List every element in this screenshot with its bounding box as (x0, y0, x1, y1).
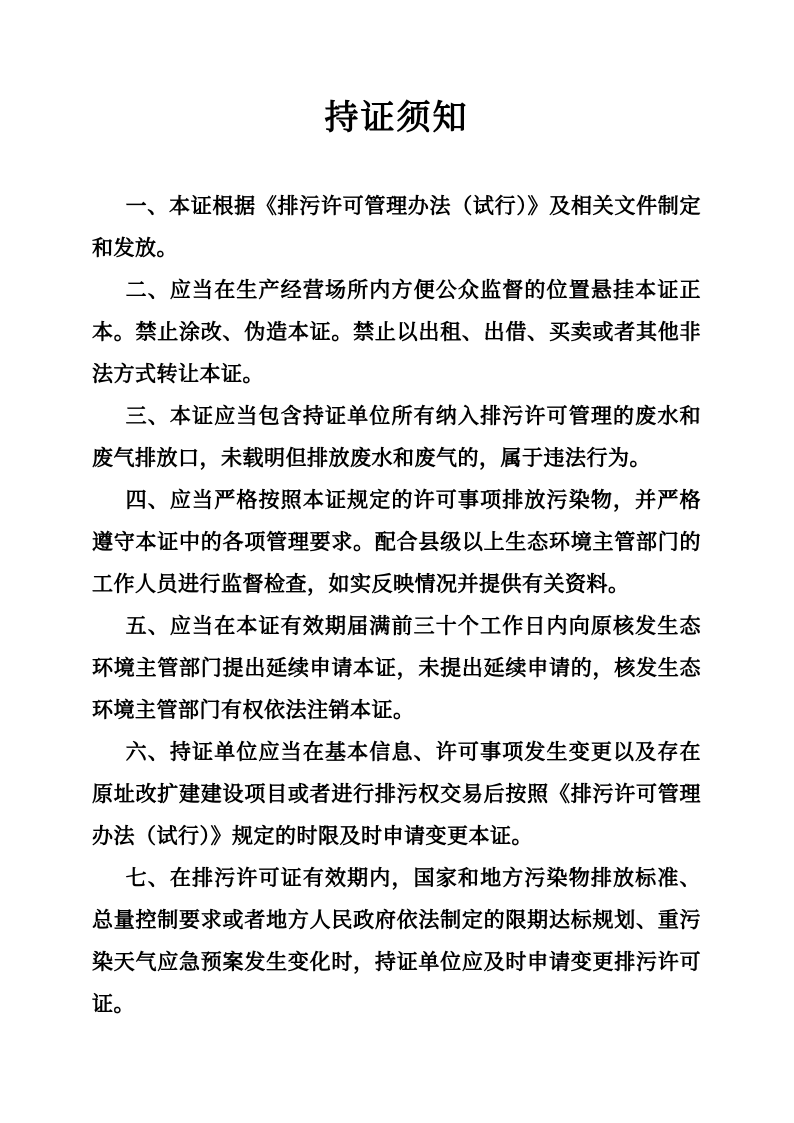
paragraph-3: 三、本证应当包含持证单位所有纳入排污许可管理的废水和废气排放口，未载明但排放废水和废气的，属于违法行为。 (92, 405, 701, 470)
paragraph-2: 二、应当在生产经营场所内方便公众监督的位置悬挂本证正本。禁止涂改、伪造本证。禁止以出租、出借、买卖或者其他非法方式转让本证。 (92, 279, 701, 386)
paragraph-1: 一、本证根据《排污许可管理办法（试行）》及相关文件制定和发放。 (92, 195, 701, 260)
document-body (92, 186, 701, 1026)
paragraph-6: 六、持证单位应当在基本信息、许可事项发生变更以及存在原址改扩建建设项目或者进行排污权交易后按照《排污许可管理办法（试行）》规定的时限及时申请变更本证。 (92, 741, 701, 848)
document-title: 持证须知 (324, 99, 469, 137)
paragraph-4: 四、应当严格按照本证规定的许可事项排放污染物，并严格遵守本证中的各项管理要求。配合县级以上生态环境主管部门的工作人员进行监督检查，如实反映情况并提供有关资料。 (92, 489, 701, 596)
paragraph-7: 七、在排污许可证有效期内，国家和地方污染物排放标准、总量控制要求或者地方人民政府依法制定的限期达标规划、重污染天气应急预案发生变化时，持证单位应及时申请变更排污许可证。 (92, 867, 701, 1016)
paragraph-5: 五、应当在本证有效期届满前三十个工作日内向原核发生态环境主管部门提出延续申请本证，未提出延续申请的，核发生态环境主管部门有权依法注销本证。 (92, 615, 701, 722)
